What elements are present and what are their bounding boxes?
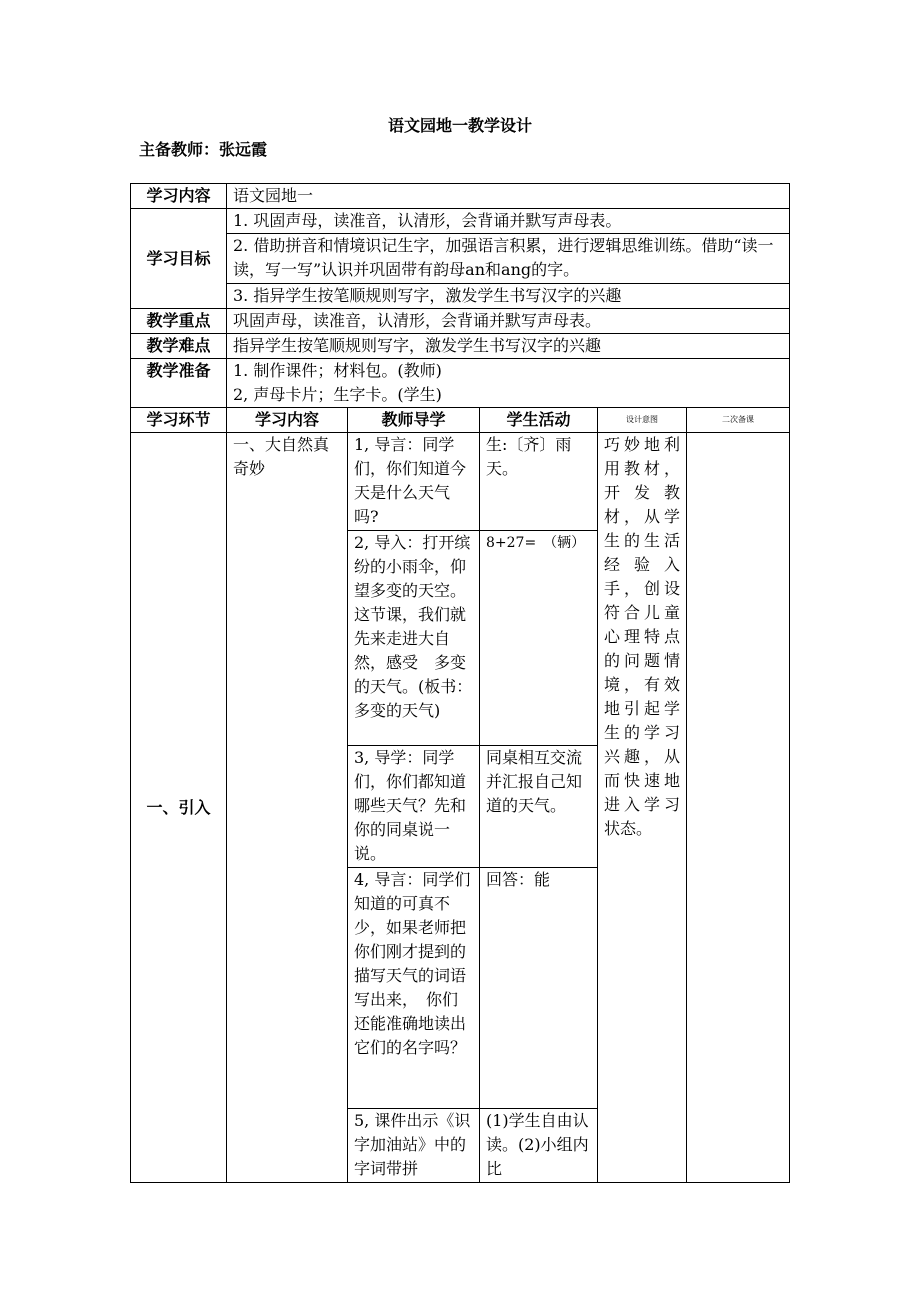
col-header-content: 学习内容 [227,408,348,433]
column-header-row [131,408,790,433]
student-step-2: 8+27= （辆） [480,531,598,746]
col-header-revision: 二次备课 [687,408,790,433]
info-label: 教学难点 [131,334,227,359]
info-row-goals-2 [131,234,790,284]
info-label: 教学重点 [131,309,227,334]
info-value: 巩固声母，读准音，认清形，会背诵并默写声母表。 [227,309,790,334]
student-step-4: 回答：能 [480,868,598,1109]
step-row [131,433,790,531]
teacher-step-4: 4, 导言：同学们知道的可真不少，如果老师把你们刚才提到的描写天气的词语写出来， 你们还能准确地读出它们的名字吗？ [348,868,480,1109]
author-line: 主备教师：张远霞 [139,140,268,159]
document-title: 语文园地一教学设计 [387,116,532,135]
info-value: 语文园地一 [227,184,790,209]
info-label: 学习目标 [131,209,227,309]
col-header-intent: 设计意图 [598,408,687,433]
info-row-content [131,184,790,209]
goal-1: 1. 巩固声母，读准音，认清形，会背诵并默写声母表。 [227,209,790,234]
info-row-key-points [131,309,790,334]
info-row-goals-3 [131,284,790,309]
info-label: 教学准备 [131,359,227,408]
student-step-5: (1)学生自由认读。(2)小组内比 [480,1109,598,1183]
lesson-plan-table [130,183,790,1183]
info-value: 指异学生按笔顺规则写字，激发学生书写汉字的兴趣 [227,334,790,359]
info-label: 学习内容 [131,184,227,209]
info-row-goals [131,209,790,234]
prep-line-2: 2, 声母卡片；生字卡。(学生) [233,385,442,404]
design-intent: 巧妙地利用教材，开发教材，从学生的生活经验入手，创设符合儿童心理特点的问题情境，有效地引起学生的学习兴趣，从而快速地进入学习状态。 [598,433,687,1183]
info-row-preparation [131,359,790,408]
col-header-teacher: 教师导学 [348,408,480,433]
section-content: 一、大自然真奇妙 [227,433,348,1183]
goal-3: 3. 指异学生按笔顺规则写字，激发学生书写汉字的兴趣 [227,284,790,309]
goal-2: 2. 借助拼音和情境识记生字，加强语言积累，进行逻辑思维训练。借助“读一读，写一写”认识并巩固带有韵母an和ang的字。 [227,234,790,284]
student-step-1: 生:〔齐〕雨天。 [480,433,598,531]
teacher-step-1: 1, 导言：同学们，你们知道今天是什么天气吗? [348,433,480,531]
revision-cell [687,433,790,1183]
prep-line-1: 1. 制作课件；材料包。(教师) [233,361,442,380]
student-step-3: 同桌相互交流并汇报自己知道的天气。 [480,746,598,868]
teacher-step-2: 2, 导入：打开缤纷的小雨伞，仰望多变的天空。这节课，我们就先来走进大自然，感受 多变的天气。(板书：多变的天气) [348,531,480,746]
teacher-step-3: 3, 导学：同学们，你们都知道哪些天气？先和你的同桌说一说。 [348,746,480,868]
col-header-student: 学生活动 [480,408,598,433]
info-value [227,359,790,408]
col-header-stage: 学习环节 [131,408,227,433]
info-row-difficulties [131,334,790,359]
teacher-step-5: 5, 课件出示《识字加油站》中的字词带拼 [348,1109,480,1183]
stage-label: 一、引入 [131,433,227,1183]
